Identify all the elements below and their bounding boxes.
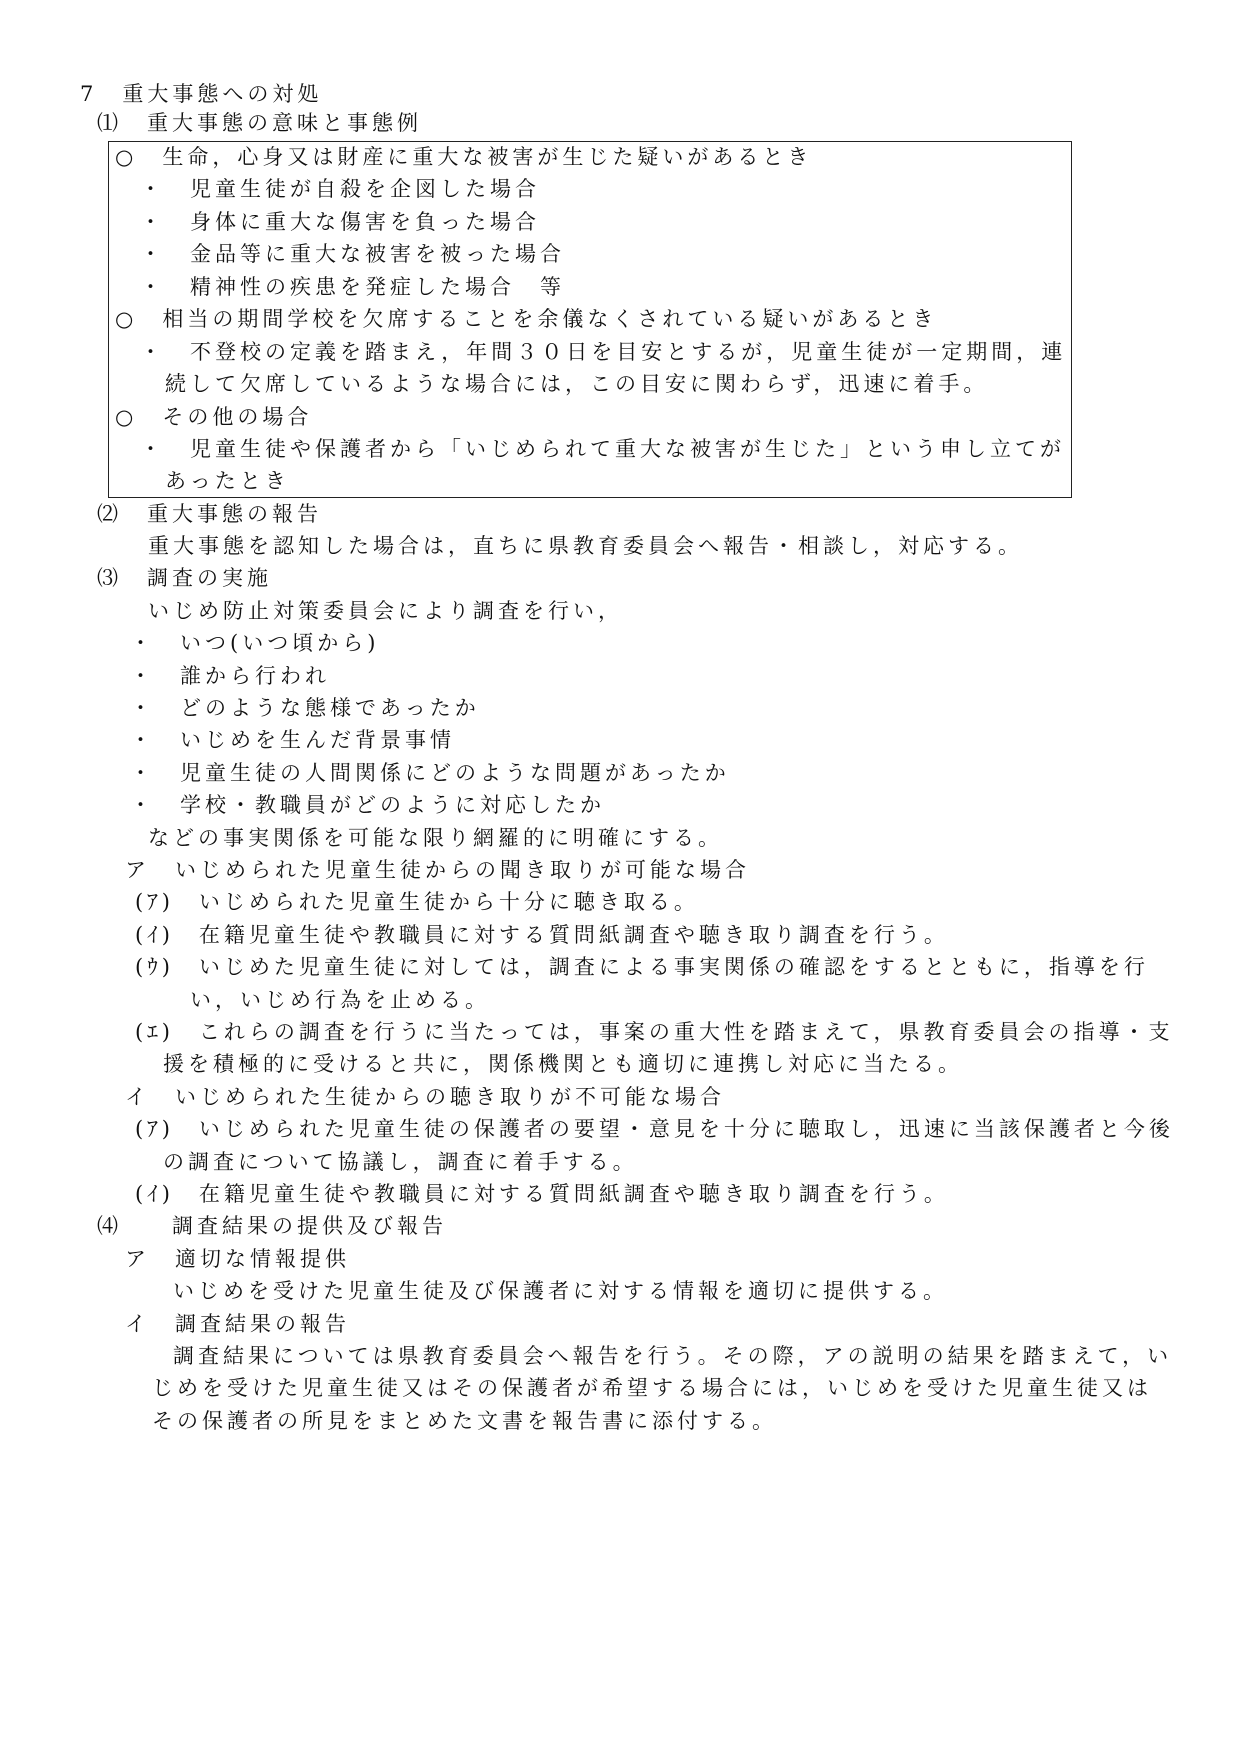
item-a-body: いじめを受けた児童生徒及び保護者に対する情報を適切に提供する。: [173, 1279, 948, 1303]
box-item-continued: あったとき: [165, 469, 290, 493]
sub-item: (ｲ) 在籍児童生徒や教職員に対する質問紙調査や聴き取り調査を行う。: [135, 1182, 949, 1206]
box-category-3: ○ その他の場合: [115, 405, 313, 429]
subsection-4-title: ⑷ 調査結果の提供及び報告: [97, 1214, 447, 1238]
list-item: ・ どのような態様であったか: [130, 696, 480, 720]
sub-item-continued: い，いじめ行為を止める。: [190, 988, 490, 1012]
subsection-3-outro: などの事実関係を可能な限り網羅的に明確にする。: [148, 826, 723, 850]
box-category-2: ○ 相当の期間学校を欠席することを余儀なくされている疑いがあるとき: [115, 307, 938, 331]
list-item: ・ いつ(いつ頃から): [130, 631, 380, 655]
box-item-continued: 続して欠席しているような場合には，この目安に関わらず，迅速に着手。: [165, 372, 989, 396]
box-item: ・ 身体に重大な傷害を負った場合: [140, 210, 540, 234]
subsection-2-title: ⑵ 重大事態の報告: [97, 502, 322, 526]
sub-item: (ｳ) いじめた児童生徒に対しては，調査による事実関係の確認をするとともに，指導を行: [135, 955, 1149, 979]
box-item: ・ 児童生徒が自殺を企図した場合: [140, 177, 540, 201]
item-b-body: じめを受けた児童生徒又はその保護者が希望する場合には，いじめを受けた児童生徒又は: [152, 1376, 1152, 1400]
item-b-body: 調査結果については県教育委員会へ報告を行う。その際，アの説明の結果を踏まえて，い: [173, 1344, 1173, 1368]
subsection-2-body: 重大事態を認知した場合は，直ちに県教育委員会へ報告・相談し，対応する。: [148, 534, 1023, 558]
box-item: ・ 精神性の疾患を発症した場合 等: [140, 275, 565, 299]
subsection-3-title: ⑶ 調査の実施: [97, 566, 272, 590]
sub-item: (ｴ) これらの調査を行うに当たっては，事案の重大性を踏まえて，県教育委員会の指導・支: [135, 1020, 1174, 1044]
sub-item: (ｱ) いじめられた児童生徒から十分に聴き取る。: [135, 890, 699, 914]
list-item: ・ 学校・教職員がどのように対応したか: [130, 793, 605, 817]
item-a-title: ア いじめられた児童生徒からの聞き取りが可能な場合: [125, 858, 750, 882]
sub-item: (ｲ) 在籍児童生徒や教職員に対する質問紙調査や聴き取り調査を行う。: [135, 923, 949, 947]
list-item: ・ 誰から行われ: [130, 664, 330, 688]
sub-item-continued: 援を積極的に受けると共に，関係機関とも適切に連携し対応に当たる。: [163, 1052, 963, 1076]
item-b-title: イ いじめられた生徒からの聴き取りが不可能な場合: [125, 1085, 725, 1109]
box-category-1: ○ 生命，心身又は財産に重大な被害が生じた疑いがあるとき: [115, 145, 813, 169]
section-heading: 7 重大事態への対処: [80, 82, 323, 106]
item-b-body: その保護者の所見をまとめた文書を報告書に添付する。: [152, 1409, 777, 1433]
sub-item: (ｱ) いじめられた児童生徒の保護者の要望・意見を十分に聴取し，迅速に当該保護者と今後: [135, 1117, 1174, 1141]
sub-item-continued: の調査について協議し，調査に着手する。: [163, 1150, 638, 1174]
box-item: ・ 金品等に重大な被害を被った場合: [140, 242, 565, 266]
list-item: ・ いじめを生んだ背景事情: [130, 728, 455, 752]
subsection-1-title: ⑴ 重大事態の意味と事態例: [97, 111, 422, 135]
box-item: ・ 児童生徒や保護者から「いじめられて重大な被害が生じた」という申し立てが: [140, 437, 1065, 461]
box-item: ・ 不登校の定義を踏まえ，年間３０日を目安とするが，児童生徒が一定期間，連: [140, 340, 1067, 364]
item-b-title: イ 調査結果の報告: [125, 1312, 350, 1336]
item-a-title: ア 適切な情報提供: [125, 1247, 350, 1271]
subsection-3-intro: いじめ防止対策委員会により調査を行い，: [148, 599, 623, 623]
list-item: ・ 児童生徒の人間関係にどのような問題があったか: [130, 761, 730, 785]
